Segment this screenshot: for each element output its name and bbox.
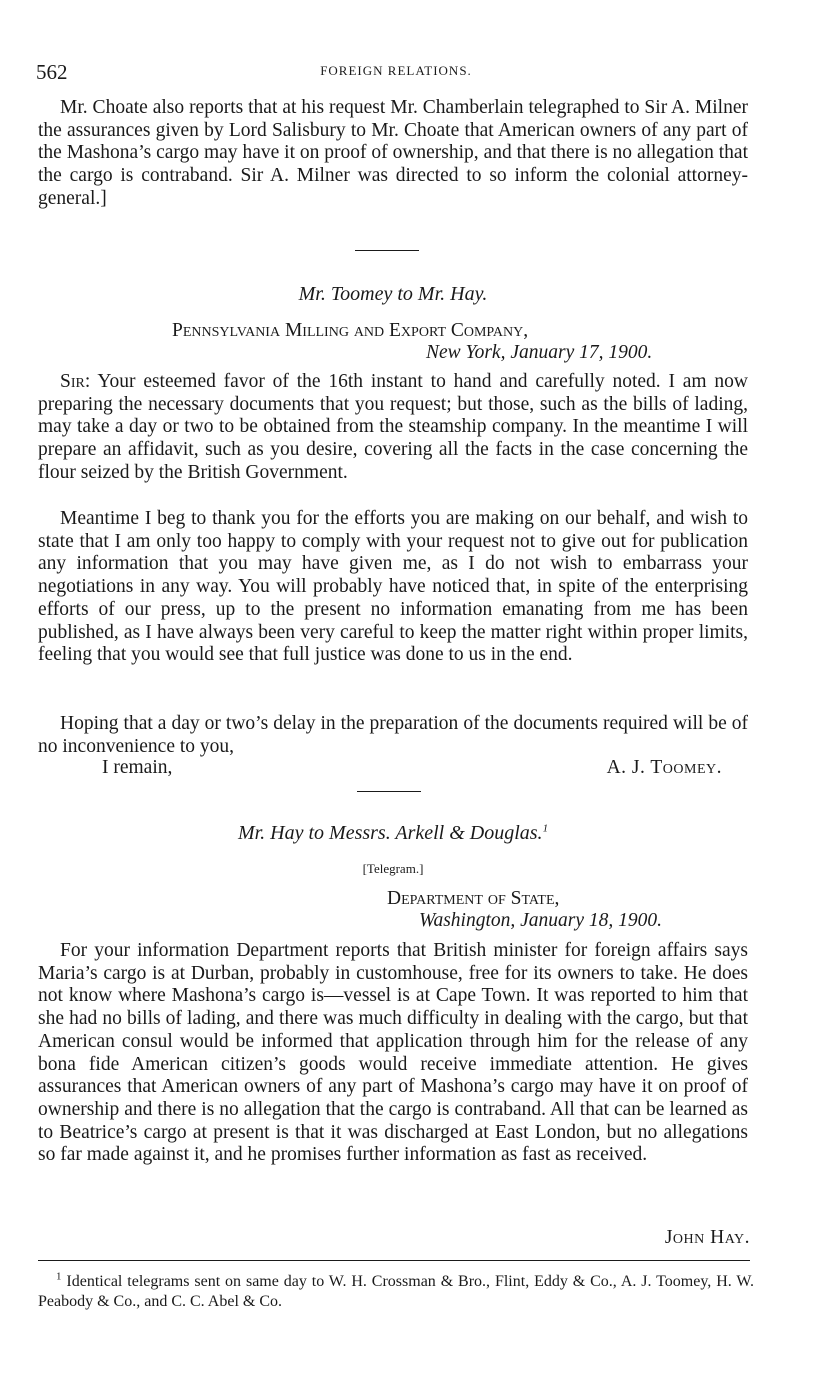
- footnote-rule: [38, 1260, 750, 1261]
- letter1-paragraph-2: Meantime I beg to thank you for the efforts you are making on our behalf, and wish to state that I am only too happy to comply with your request not to give out for publication any information that you may have given me, as I do not wish to embarrass your negotiations in any way. You will probably have noticed that, in spite of the enterprising efforts of our press, up to the present no information emanating from me has been published, as I have always been very careful to keep the matter right within proper limits, feeling that you would see that full justice was done to us in the end.: [38, 508, 748, 666]
- section-divider: [355, 250, 419, 251]
- footnote-marker: 1: [56, 1270, 62, 1283]
- letter1-heading: Mr. Toomey to Mr. Hay.: [298, 283, 488, 305]
- letter1-closing: I remain,: [102, 757, 173, 778]
- running-title: FOREIGN RELATIONS.: [320, 63, 472, 78]
- letter1-signature: A. J. Toomey.: [606, 757, 722, 778]
- page-number: 562: [36, 60, 68, 84]
- letter2-heading: [38, 822, 748, 845]
- letter2-dateline: Washington, January 18, 1900.: [419, 910, 663, 931]
- letter1-salutation: Sir:: [60, 371, 91, 392]
- letter1-paragraph-3: Hoping that a day or two’s delay in the preparation of the documents required will be of no inconvenience to you,: [38, 713, 748, 757]
- letter2-signature: John Hay.: [664, 1227, 750, 1248]
- letter2-body: For your information Department reports that British minister for foreign affairs says Maria’s cargo is at Durban, probably in customhouse, free for its owners to take. He does not know where Mashona’s cargo is—vessel is at Cape Town. It was reported to him that she had no bills of lading, and there was much difficulty in dealing with the cargo, but that American consul would be informed that application through him for the release of any bona fide American citizen’s goods would receive immediate attention. He gives assurances that American owners of any part of Mashona’s cargo may have it on proof of ownership and there is no allegation that the cargo is contraband. All that can be learned as to Beatrice’s cargo at present is that it was discharged at East London, but no allegations so far made against it, and he promises further information as fast as received.: [38, 940, 748, 1166]
- letter1-paragraph-1: [38, 371, 748, 485]
- footnote: [38, 1272, 754, 1312]
- letter2-sender: Department of State,: [387, 888, 560, 909]
- letter1-paragraph-1-text: Your esteemed favor of the 16th instant to hand and carefully noted. I am now preparing the necessary documents that you request; but those, such as the bills of lading, may take a day or two to be obtained from the steamship company. In the meantime I will prepare an affidavit, such as you desire, covering all the facts in the case concerning the flour seized by the British Government.: [38, 371, 749, 483]
- letter1-dateline: New York, January 17, 1900.: [426, 342, 653, 363]
- footnote-text: Identical telegrams sent on same day to W. H. Crossman & Bro., Flint, Eddy & Co., A. J. Toomey, H. W. Peabody & Co., and C. C. Abel & Co.: [38, 1273, 755, 1310]
- telegram-label: [Telegram.]: [362, 861, 424, 876]
- letter1-sender: Pennsylvania Milling and Export Company,: [172, 320, 529, 341]
- section-divider: [357, 791, 421, 792]
- letter2-heading-text: Mr. Hay to Messrs. Arkell & Douglas.: [237, 822, 543, 844]
- footnote-reference: 1: [542, 822, 549, 835]
- intro-paragraph: Mr. Choate also reports that at his request Mr. Chamberlain telegraphed to Sir A. Milner the assurances given by Lord Salisbury to Mr. Choate that American owners of any part of the Mashona’s cargo may have it on proof of ownership, and that there is no allegation that the cargo is contraband. Sir A. Milner was directed to so inform the colonial attorney-general.]: [38, 97, 748, 209]
- running-head: [36, 60, 756, 84]
- letter1-closing-row: [38, 757, 748, 781]
